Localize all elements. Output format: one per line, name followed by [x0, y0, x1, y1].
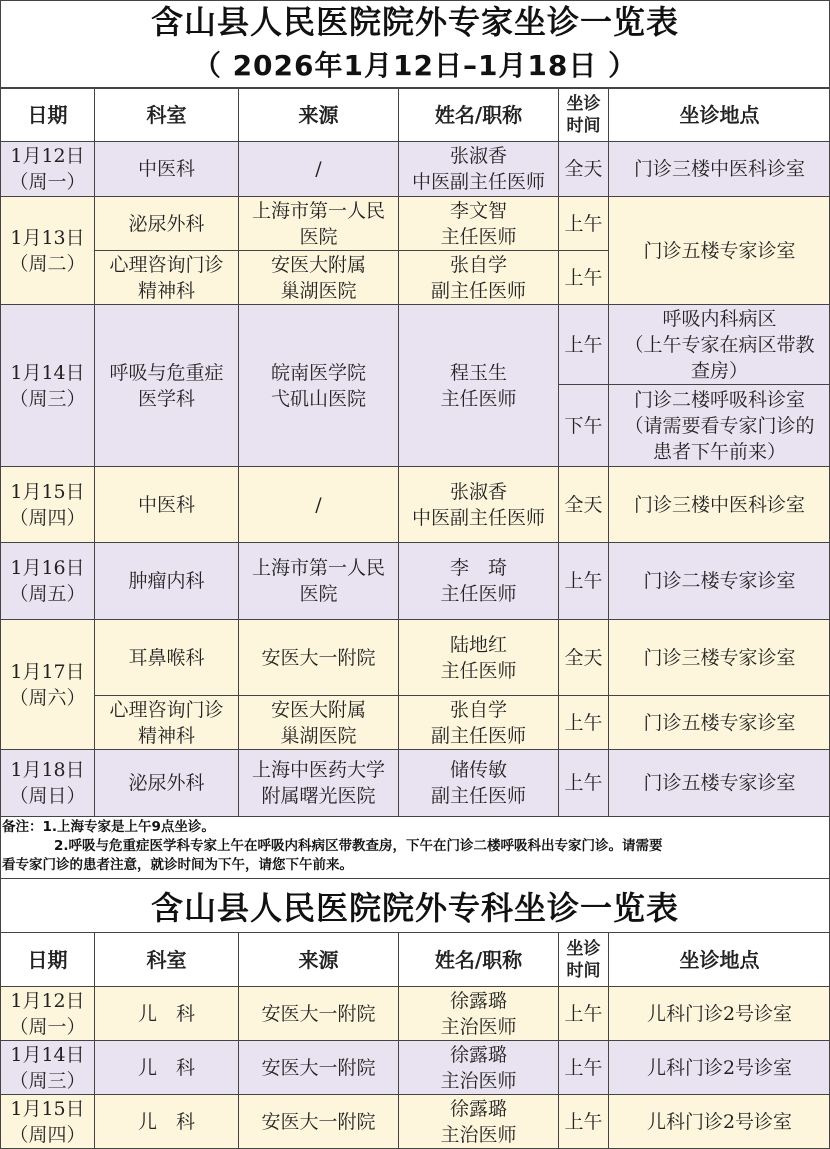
time-cell: 全天	[559, 620, 609, 696]
header-time-line1: 坐诊	[566, 94, 601, 114]
doctor-title: 主任医师	[440, 583, 517, 605]
table-row	[1, 142, 830, 197]
table-row	[1, 197, 830, 251]
place-cell: 门诊五楼专家诊室	[609, 197, 830, 305]
note-line-3: 看专家门诊的患者注意，就诊时间为下午，请您下午前来。	[2, 857, 353, 873]
doctor-name: 张自学	[449, 698, 507, 721]
weekday: （周五）	[9, 583, 86, 605]
doctor-cell	[399, 251, 559, 305]
doctor-cell	[399, 750, 559, 817]
doctor-title: 主任医师	[440, 659, 517, 682]
source-cell: /	[239, 467, 399, 543]
date-range-subtitle: （ 2026年1月12日–1月18日 ）	[192, 49, 638, 82]
time-cell: 上午	[559, 750, 609, 817]
note-line-2: 2.呼吸与危重症医学科专家上午在呼吸内科病区带教查房，下午在门诊二楼呼吸科出专家门诊。请需要	[54, 838, 663, 854]
dept-line2: 精神科	[137, 724, 195, 747]
notes-block	[2, 818, 828, 875]
doctor-name: 储传敏	[449, 759, 507, 781]
table-row	[1, 750, 830, 817]
doctor-name: 李 琦	[449, 557, 507, 579]
second-title: 含山县人民医院院外专科坐诊一览表	[150, 889, 679, 927]
weekday: （周日）	[9, 785, 86, 807]
table-row	[1, 467, 830, 543]
doctor-name: 李文智	[449, 199, 507, 222]
place-line2: （上午专家在病区带教	[624, 333, 815, 356]
dept-cell	[95, 305, 239, 467]
place-cell: 门诊三楼中医科诊室	[609, 467, 830, 543]
date: 1月13日	[10, 226, 85, 249]
place-cell: 门诊三楼中医科诊室	[609, 142, 830, 197]
doctor-cell	[399, 987, 559, 1041]
date-cell	[1, 987, 95, 1041]
source-cell	[239, 696, 399, 750]
source-cell	[239, 305, 399, 467]
note-line-1: 备注：1.上海专家是上午9点坐诊。	[2, 819, 215, 835]
doctor-title: 中医副主任医师	[411, 171, 545, 193]
table-row	[1, 305, 830, 385]
doctor-cell	[399, 543, 559, 620]
doctor-cell	[399, 197, 559, 251]
dept-line1: 呼吸与危重症	[109, 361, 224, 384]
dept-cell: 耳鼻喉科	[95, 620, 239, 696]
source-line2: 弋矶山医院	[270, 387, 366, 410]
specialty-schedule-table	[0, 932, 830, 1149]
source-cell	[239, 543, 399, 620]
dept-cell	[95, 696, 239, 750]
source-line2: 医院	[299, 583, 338, 605]
place-cell	[609, 385, 830, 467]
table-row	[1, 987, 830, 1041]
doctor-title: 中医副主任医师	[411, 506, 545, 529]
header-dept: 科室	[95, 933, 239, 987]
source-line1: 上海市第一人民	[251, 557, 385, 579]
header-time-line2: 时间	[566, 960, 601, 981]
dept-cell: 肿瘤内科	[95, 543, 239, 620]
dept-cell: 泌尿外科	[95, 750, 239, 817]
date-cell	[1, 305, 95, 467]
table-row	[1, 696, 830, 750]
place-cell	[609, 305, 830, 385]
weekday: （周一）	[9, 171, 86, 193]
source-cell	[239, 197, 399, 251]
weekday: （周二）	[9, 252, 86, 275]
place-line1: 门诊二楼呼吸科诊室	[633, 388, 805, 411]
header-time-line2: 时间	[566, 116, 601, 136]
dept-cell: 儿 科	[95, 1041, 239, 1095]
source-cell: 安医大一附院	[239, 620, 399, 696]
time-cell: 上午	[559, 543, 609, 620]
doctor-name: 张自学	[449, 253, 507, 276]
source-line2: 巢湖医院	[280, 724, 357, 747]
time-cell: 上午	[559, 1095, 609, 1149]
doctor-title: 主治医师	[440, 1069, 517, 1092]
header-time-line1: 坐诊	[566, 938, 601, 959]
date-cell	[1, 197, 95, 305]
source-cell: /	[239, 142, 399, 197]
place-cell: 门诊二楼专家诊室	[609, 543, 830, 620]
source-line1: 安医大附属	[270, 253, 366, 276]
dept-cell: 中医科	[95, 467, 239, 543]
source-line2: 附属曙光医院	[261, 785, 376, 807]
doctor-name: 张淑香	[449, 480, 507, 503]
weekday: （周四）	[9, 506, 86, 529]
time-cell: 上午	[559, 251, 609, 305]
weekday: （周三）	[9, 387, 86, 410]
place-cell: 儿科门诊2号诊室	[609, 987, 830, 1041]
date-cell	[1, 543, 95, 620]
place-cell: 门诊三楼专家诊室	[609, 620, 830, 696]
header-place: 坐诊地点	[609, 89, 830, 142]
doctor-cell	[399, 142, 559, 197]
doctor-title: 主任医师	[440, 387, 517, 410]
time-cell: 上午	[559, 987, 609, 1041]
date: 1月12日	[10, 145, 85, 167]
doctor-name: 程玉生	[449, 361, 507, 384]
table-row	[1, 1041, 830, 1095]
date: 1月15日	[10, 480, 85, 503]
source-cell: 安医大一附院	[239, 1095, 399, 1149]
source-cell: 安医大一附院	[239, 1041, 399, 1095]
time-cell: 下午	[559, 385, 609, 467]
date: 1月12日	[10, 989, 85, 1012]
header-place: 坐诊地点	[609, 933, 830, 987]
date-cell	[1, 1041, 95, 1095]
weekday: （周三）	[9, 1069, 86, 1092]
date: 1月15日	[10, 1097, 85, 1120]
place-cell: 儿科门诊2号诊室	[609, 1095, 830, 1149]
weekday: （周六）	[9, 686, 86, 709]
table-row	[1, 1095, 830, 1149]
doctor-cell	[399, 696, 559, 750]
dept-cell	[95, 251, 239, 305]
time-cell: 上午	[559, 197, 609, 251]
doctor-name: 陆地红	[449, 633, 507, 656]
dept-cell: 中医科	[95, 142, 239, 197]
main-title: 含山县人民医院院外专家坐诊一览表	[150, 3, 679, 41]
doctor-name: 张淑香	[449, 145, 507, 167]
expert-schedule-table	[0, 88, 830, 817]
header-name-title: 姓名/职称	[399, 933, 559, 987]
date-cell	[1, 750, 95, 817]
place-cell: 门诊五楼专家诊室	[609, 696, 830, 750]
date: 1月18日	[10, 759, 85, 781]
source-line1: 上海市第一人民	[251, 199, 385, 222]
date-cell	[1, 467, 95, 543]
table-row	[1, 620, 830, 696]
doctor-cell	[399, 467, 559, 543]
dept-cell: 儿 科	[95, 987, 239, 1041]
doctor-title: 主治医师	[440, 1123, 517, 1146]
header-source: 来源	[239, 933, 399, 987]
doctor-cell	[399, 1095, 559, 1149]
time-cell: 上午	[559, 305, 609, 385]
source-line1: 安医大附属	[270, 698, 366, 721]
doctor-title: 副主任医师	[430, 785, 526, 807]
doctor-name: 徐露璐	[449, 989, 507, 1012]
date-cell	[1, 620, 95, 750]
notes-divider	[0, 878, 830, 879]
doctor-title: 主任医师	[440, 225, 517, 248]
doctor-cell	[399, 1041, 559, 1095]
place-line2: （请需要看专家门诊的	[624, 414, 815, 437]
doctor-name: 徐露璐	[449, 1097, 507, 1120]
source-cell	[239, 251, 399, 305]
weekday: （周一）	[9, 1015, 86, 1038]
header-date: 日期	[1, 933, 95, 987]
time-cell: 全天	[559, 142, 609, 197]
header-time	[559, 933, 609, 987]
date-cell	[1, 142, 95, 197]
weekday: （周四）	[9, 1123, 86, 1146]
header-time	[559, 89, 609, 142]
doctor-cell	[399, 620, 559, 696]
date: 1月16日	[10, 557, 85, 579]
table-header-row	[1, 89, 830, 142]
source-line1: 上海中医药大学	[251, 759, 385, 781]
doctor-title: 主治医师	[440, 1015, 517, 1038]
place-line1: 呼吸内科病区	[662, 307, 777, 330]
dept-cell: 泌尿外科	[95, 197, 239, 251]
source-line1: 皖南医学院	[270, 361, 366, 384]
dept-line2: 医学科	[137, 387, 195, 410]
place-cell: 儿科门诊2号诊室	[609, 1041, 830, 1095]
source-cell: 安医大一附院	[239, 987, 399, 1041]
doctor-cell	[399, 305, 559, 467]
table-row	[1, 543, 830, 620]
dept-line1: 心理咨询门诊	[109, 253, 224, 276]
header-date: 日期	[1, 89, 95, 142]
header-source: 来源	[239, 89, 399, 142]
dept-line1: 心理咨询门诊	[109, 698, 224, 721]
header-dept: 科室	[95, 89, 239, 142]
date: 1月17日	[10, 660, 85, 683]
source-line2: 医院	[299, 225, 338, 248]
place-cell: 门诊五楼专家诊室	[609, 750, 830, 817]
source-cell	[239, 750, 399, 817]
source-line2: 巢湖医院	[280, 279, 357, 302]
header-name-title: 姓名/职称	[399, 89, 559, 142]
place-line3: 查房）	[690, 359, 748, 382]
doctor-name: 徐露璐	[449, 1043, 507, 1066]
time-cell: 上午	[559, 1041, 609, 1095]
doctor-title: 副主任医师	[430, 279, 526, 302]
table-header-row	[1, 933, 830, 987]
time-cell: 上午	[559, 696, 609, 750]
date-cell	[1, 1095, 95, 1149]
place-line3: 患者下午前来）	[652, 440, 786, 463]
date: 1月14日	[10, 1043, 85, 1066]
doctor-title: 副主任医师	[430, 724, 526, 747]
dept-cell: 儿 科	[95, 1095, 239, 1149]
dept-line2: 精神科	[137, 279, 195, 302]
date: 1月14日	[10, 361, 85, 384]
time-cell: 全天	[559, 467, 609, 543]
